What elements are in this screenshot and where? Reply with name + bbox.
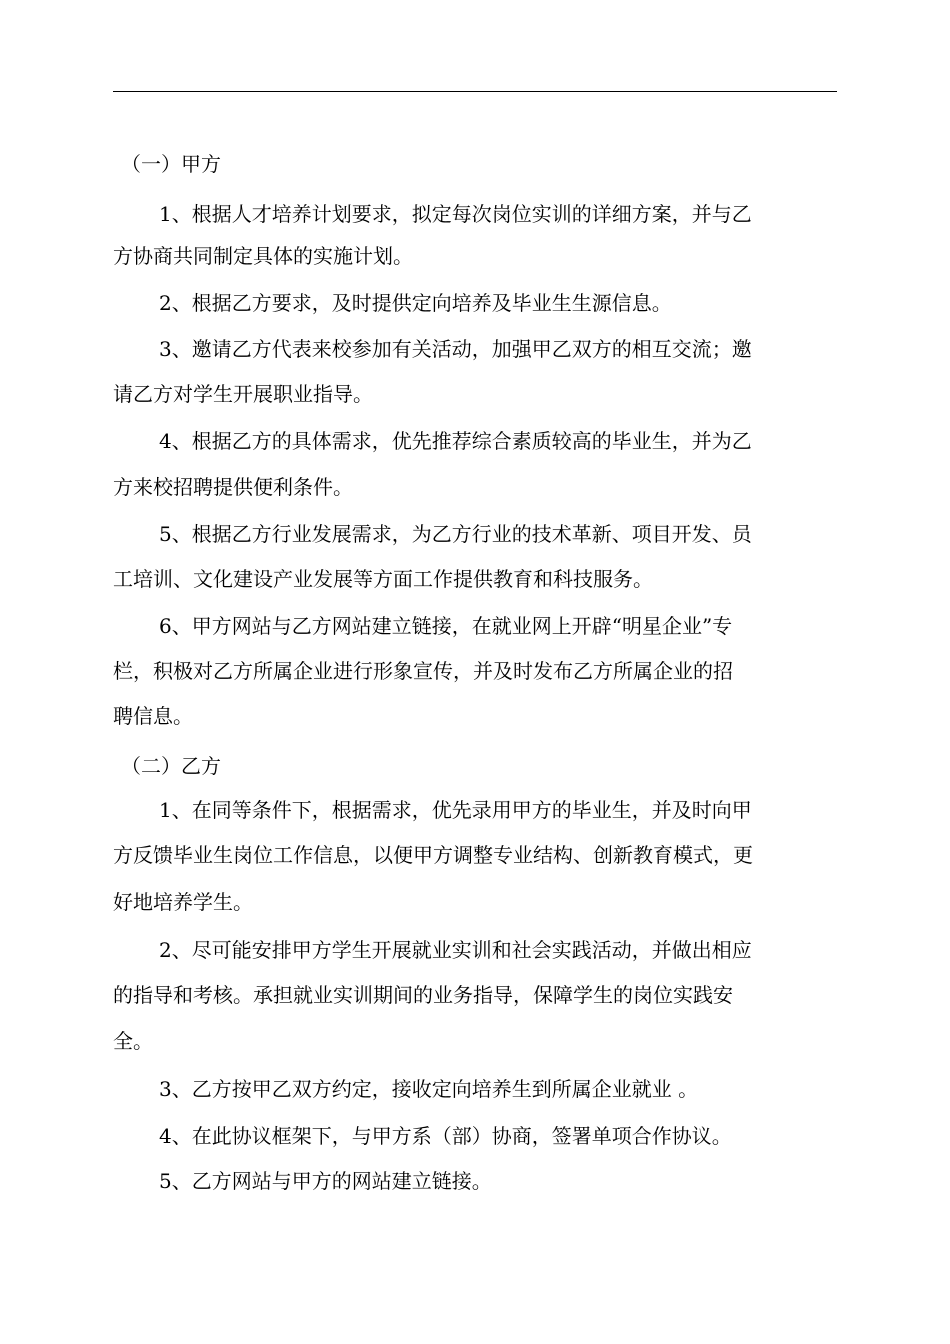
paragraph-b2-line-3: 全。	[113, 1029, 153, 1053]
paragraph-a4-line-2: 方来校招聘提供便利条件。	[113, 475, 353, 499]
paragraph-a1-line-1: 1、根据人才培养计划要求，拟定每次岗位实训的详细方案，并与乙	[159, 202, 752, 226]
paragraph-a3-line-2: 请乙方对学生开展职业指导。	[113, 382, 373, 406]
paragraph-a3-line-1: 3、邀请乙方代表来校参加有关活动，加强甲乙双方的相互交流；邀	[159, 337, 752, 361]
paragraph-a5-line-2: 工培训、文化建设产业发展等方面工作提供教育和科技服务。	[113, 567, 653, 591]
paragraph-b1-line-1: 1、在同等条件下，根据需求，优先录用甲方的毕业生，并及时向甲	[159, 798, 752, 822]
section-heading-party-a: （一）甲方	[121, 152, 221, 176]
paragraph-b1-line-3: 好地培养学生。	[113, 890, 253, 914]
paragraph-a6-line-3: 聘信息。	[113, 704, 193, 728]
paragraph-a4-line-1: 4、根据乙方的具体需求，优先推荐综合素质较高的毕业生，并为乙	[159, 429, 752, 453]
paragraph-a2-line-1: 2、根据乙方要求，及时提供定向培养及毕业生生源信息。	[159, 291, 672, 315]
paragraph-b1-line-2: 方反馈毕业生岗位工作信息，以便甲方调整专业结构、创新教育模式，更	[113, 843, 753, 867]
paragraph-b4-line-1: 4、在此协议框架下，与甲方系（部）协商，签署单项合作协议。	[159, 1124, 732, 1148]
paragraph-b3-line-1: 3、乙方按甲乙双方约定，接收定向培养生到所属企业就业 。	[159, 1077, 699, 1101]
paragraph-b2-line-2: 的指导和考核。承担就业实训期间的业务指导，保障学生的岗位实践安	[113, 983, 733, 1007]
paragraph-a6-line-2: 栏，积极对乙方所属企业进行形象宣传，并及时发布乙方所属企业的招	[113, 659, 733, 683]
section-heading-party-b: （二）乙方	[121, 754, 221, 778]
paragraph-b2-line-1: 2、尽可能安排甲方学生开展就业实训和社会实践活动，并做出相应	[159, 938, 752, 962]
paragraph-a5-line-1: 5、根据乙方行业发展需求，为乙方行业的技术革新、项目开发、员	[159, 522, 752, 546]
paragraph-b5-line-1: 5、乙方网站与甲方的网站建立链接。	[159, 1169, 492, 1193]
paragraph-a1-line-2: 方协商共同制定具体的实施计划。	[113, 244, 413, 268]
header-rule	[113, 91, 837, 92]
paragraph-a6-line-1: 6、甲方网站与乙方网站建立链接，在就业网上开辟“明星企业”专	[159, 614, 733, 638]
